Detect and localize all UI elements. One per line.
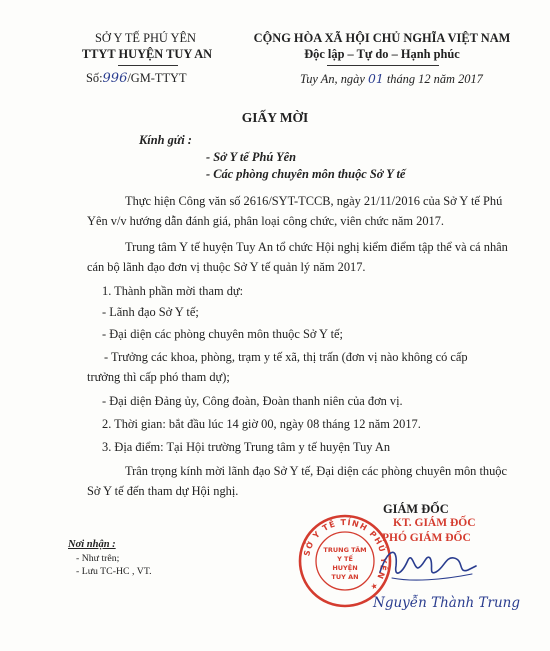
svg-text:TRUNG TÂM: TRUNG TÂM bbox=[323, 546, 367, 554]
recipient-item: - Sở Y tế Phú Yên bbox=[206, 150, 297, 164]
motto-underline bbox=[327, 65, 439, 66]
signer-name: Nguyễn Thành Trung bbox=[373, 595, 520, 611]
document-date: Tuy An, ngày 01 tháng 12 năm 2017 bbox=[300, 71, 483, 86]
list-item-1: 1. Thành phần mời tham dự: bbox=[102, 284, 244, 298]
list-item-2: 2. Thời gian: bắt đầu lúc 14 giờ 00, ngày 08 tháng 12 năm 2017. bbox=[102, 417, 421, 431]
document-title: GIẤY MỜI bbox=[241, 110, 309, 125]
list-item-3: 3. Địa điểm: Tại Hội trường Trung tâm y tế huyện Tuy An bbox=[102, 440, 391, 454]
list-item-1c-line-2: trưởng thì cấp phó tham dự); bbox=[87, 370, 230, 384]
handwritten-signature-icon bbox=[372, 538, 482, 588]
body-paragraph-2-line-2: cán bộ lãnh đạo đơn vị thuộc Sở Y tế quản lý năm 2017. bbox=[87, 260, 366, 274]
closing-line-2: Sở Y tế đến tham dự Hội nghị. bbox=[87, 484, 239, 498]
recipients-label: Kính gửi : bbox=[139, 133, 192, 147]
nation-title: CỘNG HÒA XÃ HỘI CHỦ NGHĨA VIỆT NAM bbox=[253, 31, 511, 45]
closing-line-1: Trân trọng kính mời lãnh đạo Sở Y tế, Đại diện các phòng chuyên môn thuộc bbox=[125, 464, 508, 478]
recipient-item: - Các phòng chuyên môn thuộc Sở Y tế bbox=[206, 167, 406, 181]
list-item-1a: - Lãnh đạo Sở Y tế; bbox=[102, 305, 199, 319]
list-item-1d: - Đại diện Đảng ủy, Công đoàn, Đoàn thanh niên của đơn vị. bbox=[102, 394, 403, 408]
agency-parent: SỞ Y TẾ PHÚ YÊN bbox=[95, 31, 196, 45]
document-number: Số:996/GM-TTYT bbox=[86, 71, 187, 86]
body-paragraph-1-line-1: Thực hiện Công văn số 2616/SYT-TCCB, ngày 21/11/2016 của Sở Y tế Phú bbox=[125, 194, 503, 208]
body-paragraph-2-line-1: Trung tâm Y tế huyện Tuy An tổ chức Hội nghị kiểm điểm tập thể và cá nhân bbox=[125, 240, 508, 254]
stamp-line-2: PHÓ GIÁM ĐỐC bbox=[382, 532, 471, 544]
svg-text:SỞ Y TẾ TỈNH PHÚ YÊN ★: SỞ Y TẾ TỈNH PHÚ YÊN ★ bbox=[302, 517, 389, 593]
signature-position: GIÁM ĐỐC bbox=[383, 502, 449, 516]
svg-text:TUY AN: TUY AN bbox=[331, 573, 359, 581]
footer-recipient-item: - Như trên; bbox=[76, 553, 120, 564]
svg-text:HUYỆN: HUYỆN bbox=[332, 564, 358, 572]
body-paragraph-1-line-2: Yên v/v hướng dẫn đánh giá, phân loại công chức, viên chức năm 2017. bbox=[87, 214, 445, 228]
document-number-handwritten: 996 bbox=[102, 71, 128, 86]
svg-text:Y TẾ: Y TẾ bbox=[337, 555, 353, 563]
nation-motto: Độc lập – Tự do – Hạnh phúc bbox=[304, 47, 460, 61]
list-item-1c-line-1: - Trưởng các khoa, phòng, trạm y tế xã, thị trấn (đơn vị nào không có cấp bbox=[104, 350, 468, 364]
stamp-line-1: KT. GIÁM ĐỐC bbox=[393, 517, 476, 529]
date-day-handwritten: 01 bbox=[367, 71, 384, 86]
footer-recipients-label: Nơi nhận : bbox=[68, 539, 116, 550]
agency-underline bbox=[118, 65, 178, 66]
list-item-1b: - Đại diện các phòng chuyên môn thuộc Sở Y tế; bbox=[102, 327, 343, 341]
footer-recipient-item: - Lưu TC-HC , VT. bbox=[76, 566, 152, 577]
agency-name: TTYT HUYỆN TUY AN bbox=[81, 47, 213, 61]
